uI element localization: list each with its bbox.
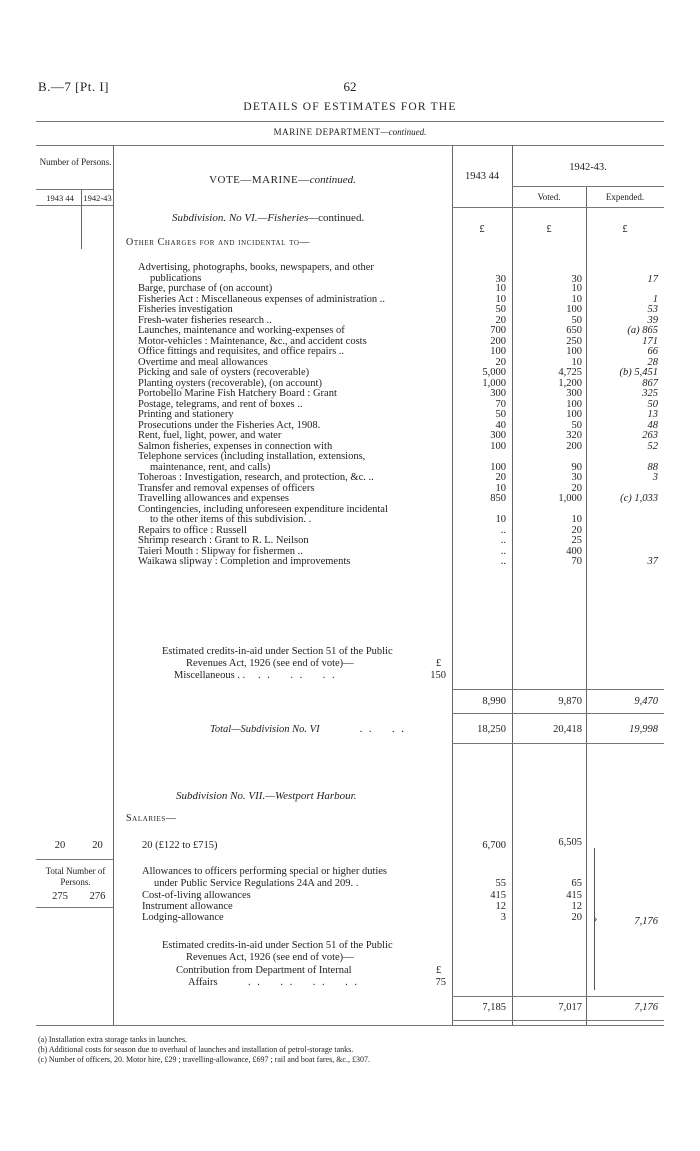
salary-1943: 6,700 <box>482 840 506 851</box>
pound-sign-expended: £ <box>622 224 628 235</box>
sub7-total-bottom-rule <box>452 1020 664 1021</box>
sub6-item-1943: .. <box>500 545 506 557</box>
sub6-item-voted: 10 <box>571 283 582 294</box>
sub6-item-voted: 70 <box>571 556 582 567</box>
footnote-a: (a) Installation extra storage tanks in launches. <box>38 1035 188 1044</box>
sub6-item-1943: 100 <box>490 461 506 473</box>
sub7-item-voted: 20 <box>571 911 582 923</box>
sub7-item-voted: 415 <box>566 890 582 901</box>
year-subheader-rule <box>512 186 664 187</box>
salary-voted: 6,505 <box>558 837 582 848</box>
sub6-item-label: Shrimp research : Grant to R. L. Neilson <box>138 535 309 546</box>
sub6-item-voted: 100 <box>566 304 582 315</box>
sub6-item-voted: 320 <box>566 430 582 441</box>
col-divider-persons <box>113 145 114 1025</box>
sub7-total-rule <box>452 996 664 997</box>
sub6-item-label-cont: publications <box>150 272 202 284</box>
sub6-item-label: Rent, fuel, light, power, and water <box>138 430 282 441</box>
sub6-item-voted: 200 <box>566 440 582 452</box>
sub6-credits-item: Miscellaneous . . <box>174 670 246 681</box>
persons-header-rule <box>36 189 113 190</box>
sub7-total-1943: 7,185 <box>482 1002 506 1013</box>
sub7-credits-pound: £ <box>436 965 442 976</box>
vote-title-continued: continued. <box>309 174 356 186</box>
sub6-item-label: Portobello Marine Fish Hatchery Board : Grant <box>138 388 337 399</box>
sub6-item-voted: 10 <box>571 356 582 368</box>
total-number-of-persons-label: Total Number of Persons. <box>45 866 106 887</box>
sub6-item-1943: 40 <box>495 419 506 431</box>
sub6-item-expended: (c) 1,033 <box>620 493 658 504</box>
sub6-item-1943: 10 <box>495 293 506 305</box>
sub6-item-expended: 1 <box>652 293 658 305</box>
sub6-item-label-cont: to the other items of this subdivision. . <box>150 514 312 525</box>
sub6-item-label: Prosecutions under the Fisheries Act, 1908. <box>138 419 321 431</box>
persons-1942-sub7: 20 <box>92 840 103 851</box>
sub6-item-label-cont: maintenance, rent, and calls) <box>150 461 271 473</box>
vote-title <box>113 174 452 186</box>
sub6-item-voted: 25 <box>571 535 582 546</box>
sub6-item-label: Repairs to office : Russell <box>138 524 247 536</box>
sub6-item-expended: 325 <box>642 388 658 399</box>
sub6-item-label: Picking and sale of oysters (recoverable) <box>138 367 310 378</box>
sub6-item-expended: 53 <box>647 304 658 315</box>
sub6-item-voted: 1,200 <box>558 377 582 389</box>
footnote-c: (c) Number of officers, 20. Motor hire, £29 ; travelling-allowance, £697 ; rail and boat fares, &c., £307. <box>38 1055 370 1064</box>
sub6-item-expended: 263 <box>642 430 658 441</box>
sub6-subtotal-rule <box>452 689 664 690</box>
number-of-persons-header: Number of Persons. <box>39 157 112 167</box>
sub6-total-voted: 20,418 <box>553 724 582 735</box>
footnote-b: (b) Additional costs for season due to overhaul of launches and installation of petrol-storage tanks. <box>38 1045 354 1054</box>
sub6-item-label: Motor-vehicles : Maintenance, &c., and accident costs <box>138 335 367 347</box>
sub6-item-1943: 200 <box>490 335 506 347</box>
subdivision-vi-title: Subdivision. No VI.—Fisheries— <box>172 212 319 224</box>
vote-title-main: VOTE—MARINE— <box>209 174 310 186</box>
sub6-item-1943: .. <box>500 556 506 567</box>
sub6-item-1943: 10 <box>495 482 506 494</box>
sub6-item-voted: 90 <box>571 461 582 473</box>
sub6-item-expended: 17 <box>647 274 658 285</box>
sub6-item-voted: 30 <box>571 472 582 483</box>
sub6-item-label: Travelling allowances and expenses <box>138 493 289 504</box>
expended-group-brace-tip: › <box>594 914 598 925</box>
expended-header: Expended. <box>605 192 645 202</box>
sub6-item-1943: 10 <box>495 283 506 294</box>
sub7-credits-line2: Revenues Act, 1926 (see end of vote)— <box>186 952 354 963</box>
sub6-item-label: Transfer and removal expenses of officers <box>138 482 315 494</box>
sub6-total-label-text: Total—Subdivision No. VI <box>210 724 320 735</box>
sub6-total-expended: 19,998 <box>629 724 658 735</box>
sub6-item-1943: 300 <box>490 388 506 399</box>
sub6-item-1943: .. <box>500 535 506 546</box>
sub7-item-1943: 12 <box>495 900 506 912</box>
expended-group-total: 7,176 <box>634 916 658 927</box>
sub6-item-expended: (a) 865 <box>627 325 658 336</box>
sub6-item-voted: 100 <box>566 346 582 357</box>
sub6-item-label: Overtime and meal allowances <box>138 356 268 368</box>
total-persons-rule <box>36 907 113 908</box>
sub6-item-1943: 850 <box>490 493 506 504</box>
sub7-credits-line4: Affairs <box>188 977 218 988</box>
salary-label: 20 (£122 to £715) <box>142 840 218 851</box>
expended-group-brace-lower <box>594 920 603 990</box>
sub6-item-label: Printing and stationery <box>138 409 234 420</box>
expended-group-brace <box>594 848 603 920</box>
header-rule <box>36 121 664 122</box>
sub6-item-label: Postage, telegrams, and rent of boxes .. <box>138 398 303 410</box>
sub6-item-voted: 50 <box>571 314 582 326</box>
persons-year-a: 1943 44 <box>46 193 74 203</box>
sub6-subtotal-1943: 8,990 <box>482 696 506 707</box>
page-title: DETAILS OF ESTIMATES FOR THE <box>243 101 457 113</box>
sub6-item-voted: 10 <box>571 293 582 305</box>
sub6-item-label: Fresh-water fisheries research .. <box>138 314 272 326</box>
page-number: 62 <box>343 79 357 94</box>
persons-year-b: 1942-43 <box>83 193 112 203</box>
sub6-credits-leader: . . . . . . <box>258 670 337 681</box>
sub6-item-voted: 250 <box>566 335 582 347</box>
sub6-item-1943: 20 <box>495 314 506 326</box>
sub6-subtotal-voted: 9,870 <box>558 696 582 707</box>
sub6-item-voted: 300 <box>566 388 582 399</box>
allowances-1943: 55 <box>495 878 506 889</box>
sub6-item-expended: (b) 5,451 <box>619 367 658 378</box>
sub6-item-label: Office fittings and requisites, and office repairs .. <box>138 346 345 357</box>
persons-1943-sub7: 20 <box>54 840 66 851</box>
sub6-item-1943: 300 <box>490 430 506 441</box>
sub7-credits-amount: 75 <box>435 977 446 988</box>
sub6-item-expended: 88 <box>647 461 658 473</box>
department-name: MARINE DEPARTMENT <box>273 127 381 137</box>
sub6-item-expended: 13 <box>647 409 658 420</box>
total-persons-1943: 275 <box>52 891 68 902</box>
sub6-item-1943: 70 <box>495 398 506 410</box>
sub6-item-1943: 50 <box>495 304 506 315</box>
sub6-item-label: Advertising, photographs, books, newspapers, and other <box>138 262 374 273</box>
sub6-item-expended: 28 <box>647 356 658 368</box>
subdivision-vii-heading: Subdivision No. VII.—Westport Harbour. <box>176 790 357 802</box>
sub6-item-1943: .. <box>500 524 506 536</box>
col-1942-header: 1942-43. <box>569 162 607 173</box>
sub6-item-expended: 171 <box>642 335 658 347</box>
sub6-item-expended: 52 <box>647 440 658 452</box>
sub6-item-voted: 10 <box>571 514 582 525</box>
department-continued: —continued. <box>380 127 427 137</box>
sub6-item-label: Planting oysters (recoverable), (on account) <box>138 377 322 389</box>
department-title <box>0 127 700 137</box>
sub6-item-label: Fisheries investigation <box>138 304 233 315</box>
sub6-item-voted: 50 <box>571 419 582 431</box>
sub6-subtotal-expended: 9,470 <box>634 696 658 707</box>
salaries-heading: Salaries— <box>126 813 177 824</box>
sub6-total-1943: 18,250 <box>477 724 506 735</box>
sub6-credits-amount: 150 <box>430 670 446 681</box>
sub6-item-label: Telephone services (including installation, extensions, <box>138 451 366 462</box>
persons-year-rule <box>36 205 113 206</box>
sub6-item-1943: 100 <box>490 346 506 357</box>
allowances-line2: under Public Service Regulations 24A and 209. . <box>154 878 359 889</box>
sub6-item-expended: 3 <box>652 472 658 483</box>
column-header-bottom-rule <box>452 207 664 208</box>
sub7-credits-leader: . . . . . . . . <box>248 977 359 988</box>
sub7-item-voted: 12 <box>571 900 582 912</box>
subdivision-vi-continued: continued. <box>318 212 365 224</box>
sub6-item-voted: 650 <box>566 325 582 336</box>
page-reference: B.—7 [Pt. I] <box>38 79 109 94</box>
sub7-item-label: Instrument allowance <box>142 900 233 912</box>
sub7-total-voted: 7,017 <box>558 1002 582 1013</box>
sub6-item-voted: 100 <box>566 409 582 420</box>
sub6-item-label: Waikawa slipway : Completion and improvements <box>138 556 351 567</box>
sub6-item-voted: 20 <box>571 482 582 494</box>
total-persons-1942: 276 <box>89 891 106 902</box>
sub6-item-voted: 400 <box>566 545 582 557</box>
allowances-line1: Allowances to officers performing special or higher duties <box>142 866 388 877</box>
col-1943-header: 1943 44 <box>464 171 500 182</box>
sub6-total-label <box>210 725 406 736</box>
sub6-total-leader: . . . . <box>359 724 406 735</box>
col-divider-1943 <box>512 145 513 1025</box>
sub6-item-expended: 66 <box>647 346 658 357</box>
sub6-total-bottom-rule <box>452 743 664 744</box>
sub7-credits-line1: Estimated credits-in-aid under Section 51 of the Public <box>162 940 393 951</box>
persons-sub7-rule <box>36 859 113 860</box>
sub6-item-label: Contingencies, including unforeseen expenditure incidental <box>138 503 388 515</box>
sub6-item-voted: 4,725 <box>558 367 582 378</box>
sub6-item-expended: 39 <box>647 314 658 326</box>
other-charges-heading: Other Charges for and incidental to— <box>126 237 311 248</box>
table-top-rule <box>36 145 664 146</box>
sub6-item-expended: 867 <box>642 377 658 389</box>
sub6-credits-line1: Estimated credits-in-aid under Section 51 of the Public <box>162 646 393 657</box>
sub7-total-expended: 7,176 <box>634 1002 658 1013</box>
sub7-item-label: Cost-of-living allowances <box>142 890 251 901</box>
sub6-item-1943: 20 <box>495 356 506 368</box>
sub6-item-1943: 10 <box>495 514 506 525</box>
sub7-credits-line3: Contribution from Department of Internal <box>176 965 352 976</box>
sub6-item-expended: 48 <box>647 419 658 431</box>
sub6-item-label: Launches, maintenance and working-expenses of <box>138 325 345 336</box>
sub6-credits-pound: £ <box>436 658 442 669</box>
sub6-item-1943: 50 <box>495 409 506 420</box>
sub6-item-1943: 100 <box>490 440 506 452</box>
table-bottom-rule <box>36 1025 664 1026</box>
sub7-item-1943: 3 <box>500 911 506 923</box>
sub6-item-1943: 5,000 <box>482 367 506 378</box>
sub6-item-voted: 20 <box>571 524 582 536</box>
sub6-item-expended: 37 <box>647 556 658 567</box>
sub6-item-1943: 1,000 <box>482 377 506 389</box>
sub6-item-expended: 50 <box>647 398 658 410</box>
sub6-item-1943: 20 <box>495 472 506 483</box>
sub6-item-label: Taieri Mouth : Slipway for fishermen .. <box>138 545 303 557</box>
sub6-item-label: Fisheries Act : Miscellaneous expenses of administration .. <box>138 293 385 305</box>
sub6-item-1943: 30 <box>495 274 506 285</box>
sub6-item-label: Toheroas : Investigation, research, and protection, &c. .. <box>138 472 374 483</box>
sub6-item-voted: 100 <box>566 398 582 410</box>
voted-header: Voted. <box>537 192 561 202</box>
sub6-total-rule <box>452 713 664 714</box>
pound-sign-voted: £ <box>546 224 552 235</box>
sub6-item-voted: 1,000 <box>558 493 582 504</box>
pound-sign-1943: £ <box>479 224 485 235</box>
allowances-voted: 65 <box>571 878 582 889</box>
sub7-item-1943: 415 <box>490 890 506 901</box>
sub6-item-label: Salmon fisheries, expenses in connection with <box>138 440 333 452</box>
sub6-item-1943: 700 <box>490 325 506 336</box>
subdivision-vi-heading <box>172 212 364 224</box>
sub7-item-label: Lodging-allowance <box>142 911 224 923</box>
sub6-item-voted: 30 <box>571 274 582 285</box>
sub6-credits-line2: Revenues Act, 1926 (see end of vote)— <box>186 658 354 669</box>
sub6-item-label: Barge, purchase of (on account) <box>138 283 273 294</box>
